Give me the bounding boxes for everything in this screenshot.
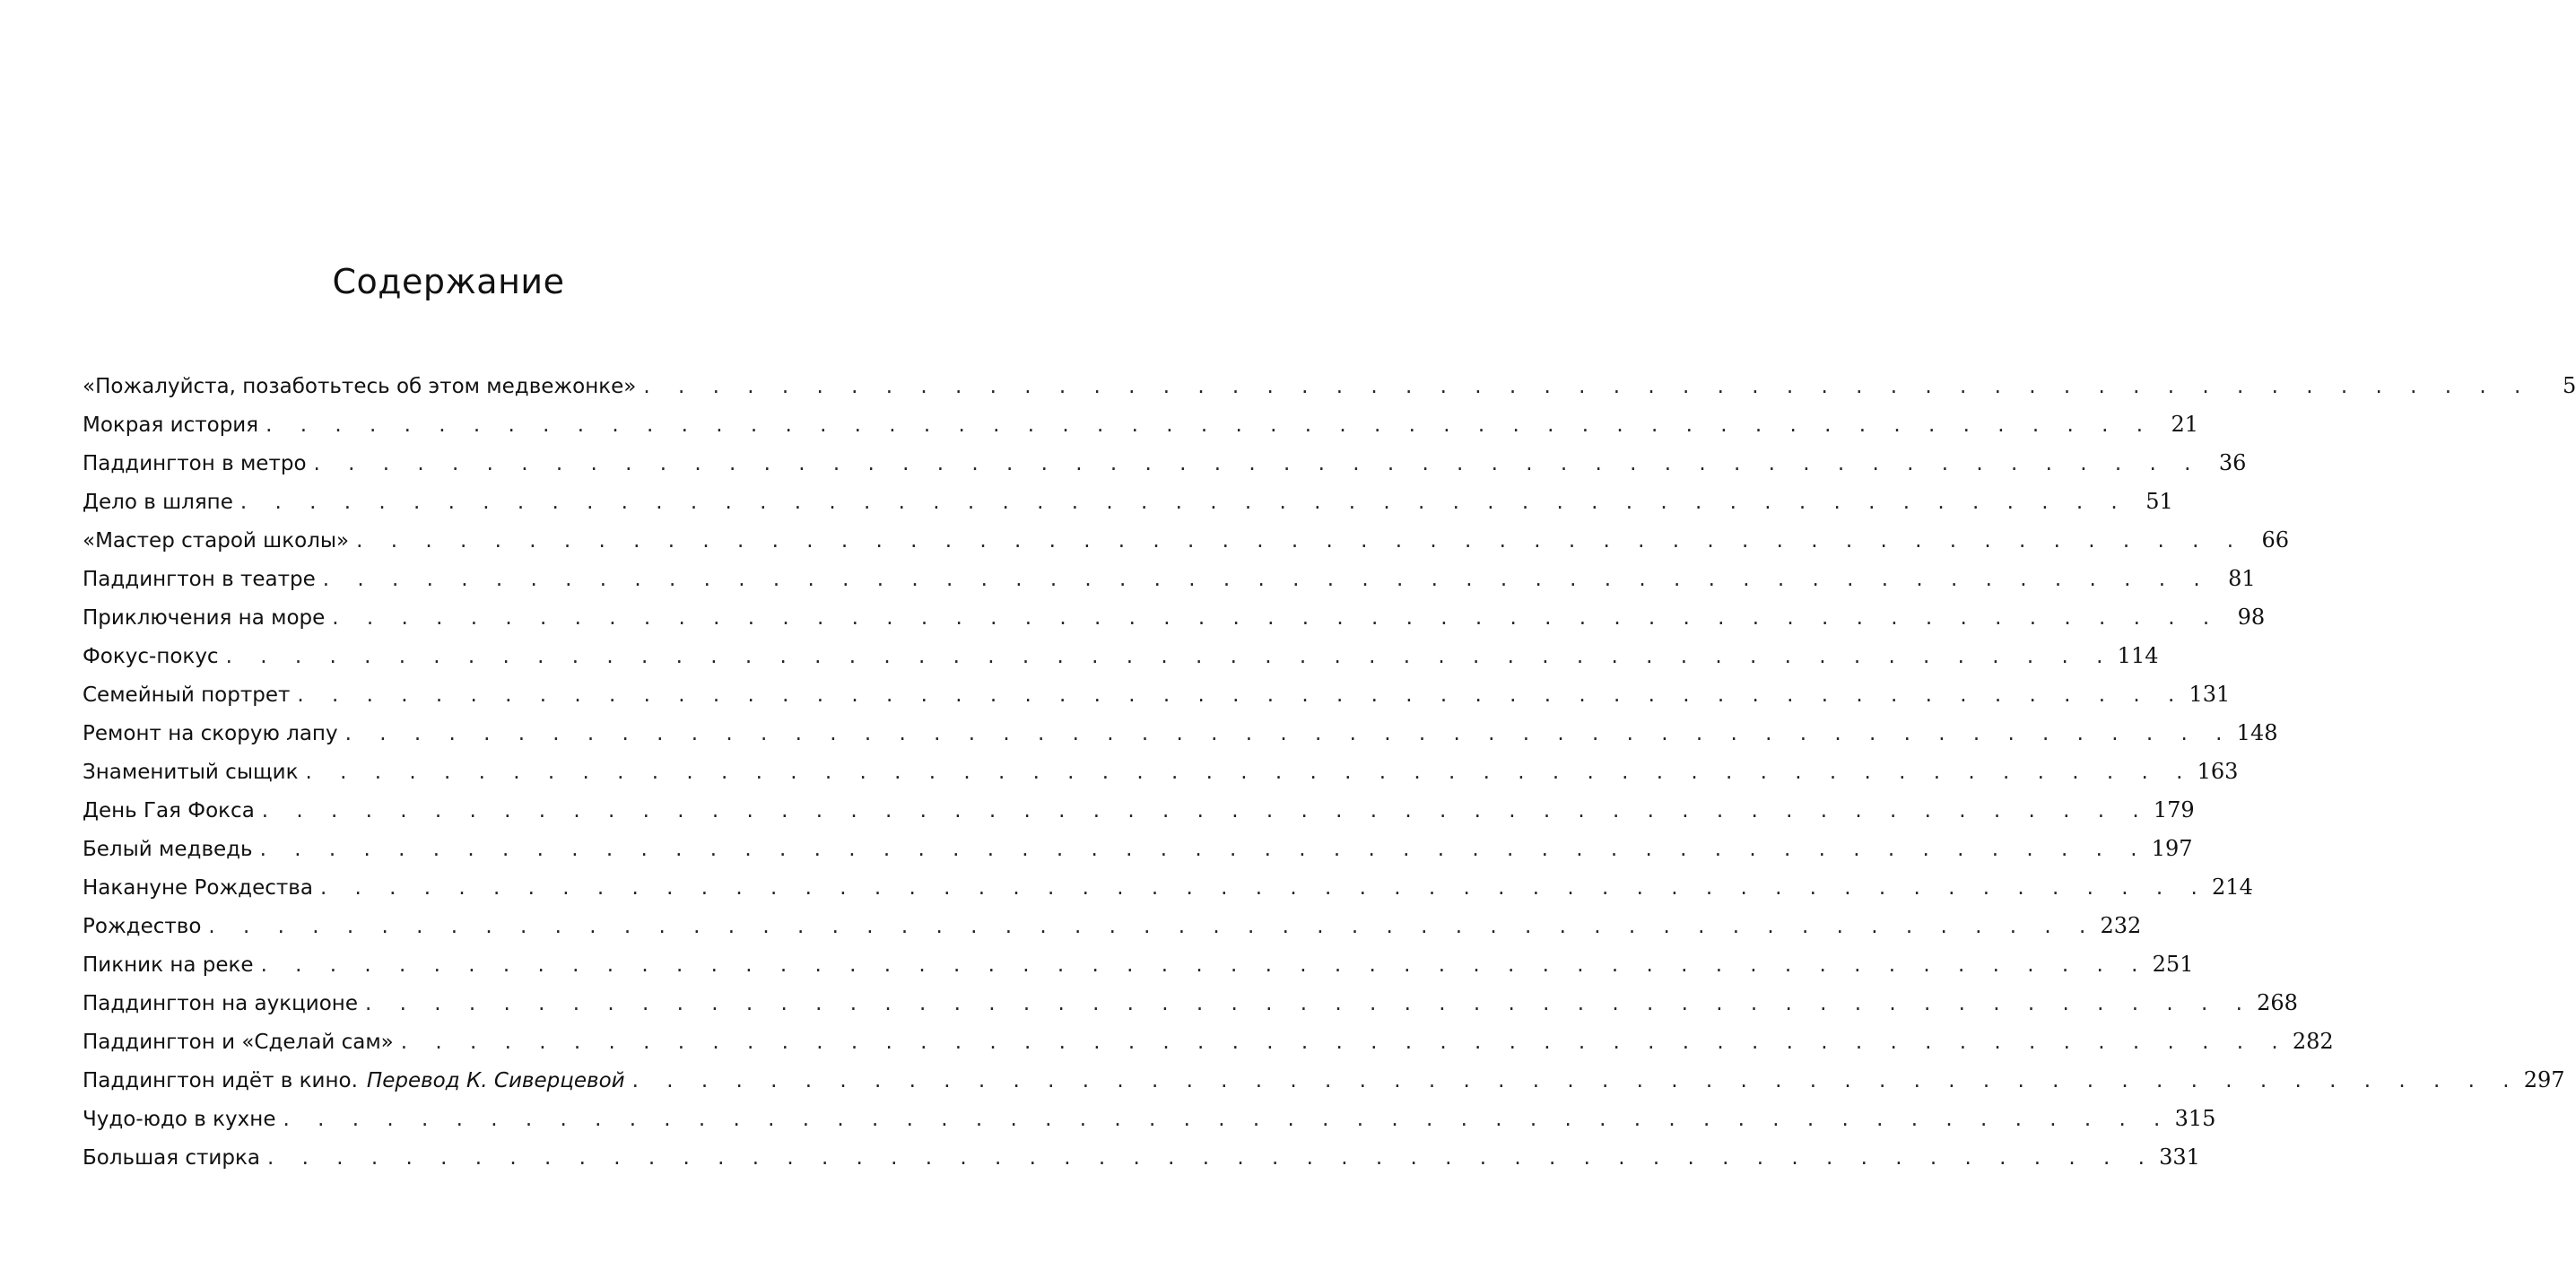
toc-page-number: 214 <box>2212 875 2253 900</box>
toc-entry <box>83 598 2266 637</box>
toc-entry <box>83 367 2576 405</box>
toc-page-number: 81 <box>2228 566 2256 591</box>
toc-entry <box>83 791 2195 830</box>
toc-leader-dots: . . . . . . . . . . . . . . . . . . . . . . . . . . . . . . . . . . . . . . . . . . . . . . . . . . . . . . . <box>260 953 2149 977</box>
toc-entry-title: Знаменитый сыщик <box>83 761 299 784</box>
toc-entry <box>83 753 2239 791</box>
toc-page-number: 251 <box>2152 952 2194 977</box>
toc-page-number: 232 <box>2100 913 2142 938</box>
toc-leader-dots: . . . . . . . . . . . . . . . . . . . . . . . . . . . . . . . . . . . . . . . . . . . . . . . . . . . . . . . <box>266 1146 2155 1170</box>
toc-entry-title: «Мастер старой школы» <box>83 529 350 553</box>
toc-entry <box>83 675 2231 714</box>
toc-entry-title: Белый медведь <box>83 838 253 861</box>
toc-entry <box>83 1100 2216 1138</box>
toc-page-number: 315 <box>2174 1106 2216 1131</box>
toc-entry <box>83 984 2298 1023</box>
toc-entry <box>83 1023 2334 1061</box>
toc-page-number: 114 <box>2117 643 2159 668</box>
toc-page-number: 282 <box>2292 1029 2334 1054</box>
toc-page-number: 21 <box>2171 412 2199 437</box>
toc-entry-title: Паддингтон в метро <box>83 452 307 475</box>
toc-leader-dots: . . . . . . . . . . . . . . . . . . . . . . . . . . . . . . . . . . . . . . . . . . . . . . . . . . . . . . . <box>283 1108 2171 1131</box>
toc-leader-dots: . . . . . . . . . . . . . . . . . . . . . . . . . . . . . . . . . . . . . . . . . . . . . . . . . . . . . . . <box>643 375 2532 398</box>
toc-page-number: 331 <box>2159 1144 2200 1170</box>
toc-page-number: 297 <box>2523 1067 2565 1092</box>
toc-leader-dots: . . . . . . . . . . . . . . . . . . . . . . . . . . . . . . . . . . . . . . . . . . . . . . . . . . . . . . . <box>265 413 2154 437</box>
page-title: Содержание <box>332 262 565 301</box>
toc-page-number: 5 <box>2562 373 2576 398</box>
toc-page-number: 66 <box>2261 527 2290 553</box>
toc-entry-title: Паддингтон и «Сделай сам» <box>83 1031 394 1054</box>
toc-entry-title: Рождество <box>83 915 202 938</box>
toc-entry-translator: Перевод К. Сиверцевой <box>366 1069 625 1092</box>
toc-page-number: 148 <box>2236 720 2278 745</box>
table-of-contents <box>83 367 2576 1177</box>
toc-leader-dots: . . . . . . . . . . . . . . . . . . . . . . . . . . . . . . . . . . . . . . . . . . . . . . . . . . . . . . . <box>225 645 2114 668</box>
toc-entry-title: Большая стирка <box>83 1146 260 1170</box>
toc-entry <box>83 1138 2200 1177</box>
toc-page-number: 36 <box>2218 450 2247 475</box>
toc-entry-title: Паддингтон в театре <box>83 568 316 591</box>
toc-entry <box>83 868 2253 907</box>
toc-leader-dots: . . . . . . . . . . . . . . . . . . . . . . . . . . . . . . . . . . . . . . . . . . . . . . . . . . . . . . . <box>259 838 2148 861</box>
toc-entry-title: Мокрая история <box>83 413 259 437</box>
toc-entry <box>83 483 2173 521</box>
toc-page-number: 268 <box>2257 990 2298 1015</box>
toc-leader-dots: . . . . . . . . . . . . . . . . . . . . . . . . . . . . . . . . . . . . . . . . . . . . . . . . . . . . . . . <box>319 876 2208 900</box>
toc-leader-dots: . . . . . . . . . . . . . . . . . . . . . . . . . . . . . . . . . . . . . . . . . . . . . . . . . . . . . . . <box>261 799 2150 822</box>
toc-entry-title: Дело в шляпе <box>83 491 233 514</box>
toc-entry <box>83 405 2199 444</box>
toc-entry <box>83 907 2142 945</box>
toc-page-number: 98 <box>2237 605 2266 630</box>
toc-leader-dots: . . . . . . . . . . . . . . . . . . . . . . . . . . . . . . . . . . . . . . . . . . . . . . . . . . . . . . . <box>332 606 2221 630</box>
toc-page-number: 163 <box>2197 759 2239 784</box>
toc-entry <box>83 521 2290 560</box>
toc-entry-title: Накануне Рождества <box>83 876 313 900</box>
toc-page-number: 179 <box>2153 797 2195 822</box>
toc-entry <box>83 560 2256 598</box>
toc-entry <box>83 945 2194 984</box>
toc-entry <box>83 444 2247 483</box>
toc-leader-dots: . . . . . . . . . . . . . . . . . . . . . . . . . . . . . . . . . . . . . . . . . . . . . . . . . . . . . . . <box>400 1031 2289 1054</box>
toc-leader-dots: . . . . . . . . . . . . . . . . . . . . . . . . . . . . . . . . . . . . . . . . . . . . . . . . . . . . . . . <box>239 491 2128 514</box>
toc-leader-dots: . . . . . . . . . . . . . . . . . . . . . . . . . . . . . . . . . . . . . . . . . . . . . . . . . . . . . . . <box>365 992 2253 1015</box>
toc-entry-title: Пикник на реке <box>83 953 254 977</box>
toc-entry <box>83 714 2278 753</box>
toc-leader-dots: . . . . . . . . . . . . . . . . . . . . . . . . . . . . . . . . . . . . . . . . . . . . . . . . . . . . . . . <box>322 568 2211 591</box>
toc-entry-title: Ремонт на скорую лапу <box>83 722 338 745</box>
toc-entry <box>83 1061 2565 1100</box>
toc-leader-dots: . . . . . . . . . . . . . . . . . . . . . . . . . . . . . . . . . . . . . . . . . . . . . . . . . . . . . . . <box>631 1069 2520 1092</box>
toc-entry-title: Паддингтон на аукционе <box>83 992 358 1015</box>
toc-leader-dots: . . . . . . . . . . . . . . . . . . . . . . . . . . . . . . . . . . . . . . . . . . . . . . . . . . . . . . . <box>356 529 2245 553</box>
toc-leader-dots: . . . . . . . . . . . . . . . . . . . . . . . . . . . . . . . . . . . . . . . . . . . . . . . . . . . . . . . <box>297 683 2186 707</box>
toc-entry-title: День Гая Фокса <box>83 799 255 822</box>
toc-page-number: 51 <box>2145 489 2173 514</box>
toc-entry-title: Чудо-юдо в кухне <box>83 1108 276 1131</box>
toc-entry-title: Приключения на море <box>83 606 326 630</box>
toc-entry-title: Семейный портрет <box>83 683 291 707</box>
toc-page-number: 197 <box>2151 836 2193 861</box>
toc-entry <box>83 637 2159 675</box>
toc-leader-dots: . . . . . . . . . . . . . . . . . . . . . . . . . . . . . . . . . . . . . . . . . . . . . . . . . . . . . . . <box>208 915 2097 938</box>
toc-leader-dots: . . . . . . . . . . . . . . . . . . . . . . . . . . . . . . . . . . . . . . . . . . . . . . . . . . . . . . . <box>305 761 2194 784</box>
toc-leader-dots: . . . . . . . . . . . . . . . . . . . . . . . . . . . . . . . . . . . . . . . . . . . . . . . . . . . . . . . <box>344 722 2233 745</box>
toc-entry <box>83 830 2193 868</box>
toc-entry-title: «Пожалуйста, позаботьтесь об этом медвежонке» <box>83 375 637 398</box>
toc-entry-title: Фокус-покус <box>83 645 219 668</box>
toc-page-number: 131 <box>2189 682 2231 707</box>
toc-leader-dots: . . . . . . . . . . . . . . . . . . . . . . . . . . . . . . . . . . . . . . . . . . . . . . . . . . . . . . . <box>313 452 2202 475</box>
toc-entry-title: Паддингтон идёт в кино. <box>83 1069 358 1092</box>
